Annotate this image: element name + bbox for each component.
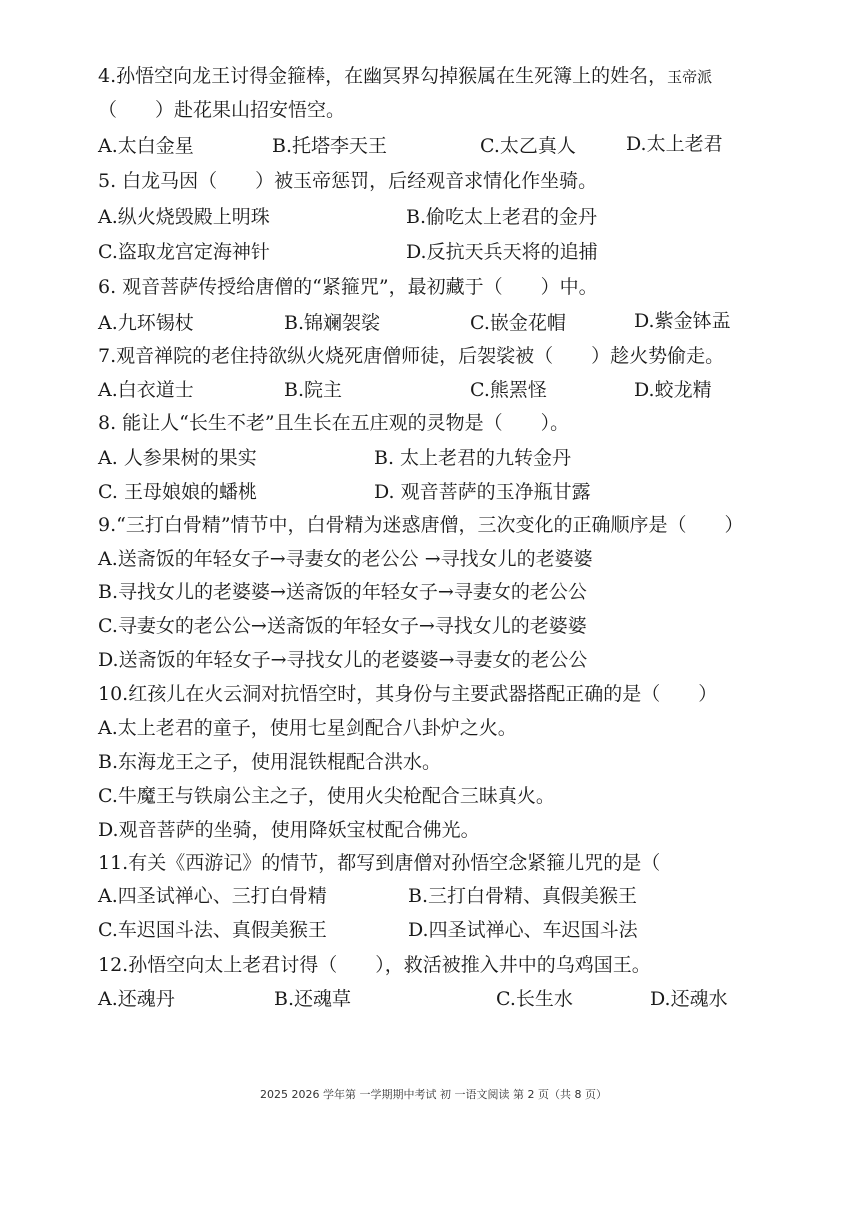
question-12-stem: 12.孙悟空向太上老君讨得（ ），救活被推入井中的乌鸡国王。: [98, 954, 651, 976]
question-10-option-d: D.观音菩萨的坐骑，使用降妖宝杖配合佛光。: [98, 819, 480, 841]
question-7-option-b: B.院主: [284, 379, 343, 401]
question-10-option-c: C.牛魔王与铁扇公主之子，使用火尖枪配合三昧真火。: [98, 785, 555, 807]
question-12-option-d: D.还魂水: [650, 988, 728, 1010]
question-10-option-b: B.东海龙王之子，使用混铁棍配合洪水。: [98, 751, 442, 773]
question-11-option-d: D.四圣试禅心、车迟国斗法: [408, 919, 638, 941]
question-8-stem: 8. 能让人“长生不老”且生长在五庄观的灵物是（ ）。: [98, 412, 570, 434]
question-8-option-b: B. 太上老君的九转金丹: [374, 447, 572, 469]
question-4-option-a: A.太白金星: [98, 135, 194, 157]
question-6-option-d: D.紫金钵盂: [634, 310, 731, 332]
question-5-option-b: B.偷吃太上老君的金丹: [406, 206, 598, 228]
question-5-stem: 5. 白龙马因（ ）被玉帝惩罚，后经观音求情化作坐骑。: [98, 170, 598, 192]
question-11-stem: 11.有关《西游记》的情节，都写到唐僧对孙悟空念紧箍儿咒的是（: [98, 852, 661, 874]
question-9-stem: 9.“三打白骨精”情节中，白骨精为迷惑唐僧，三次变化的正确顺序是（ ）: [98, 514, 744, 536]
question-7-option-a: A.白衣道士: [98, 379, 194, 401]
question-9-option-d: D.送斋饭的年轻女子→寻找女儿的老婆婆→寻妻女的老公公: [98, 649, 588, 671]
question-4-option-c: C.太乙真人: [480, 135, 576, 157]
question-4-stem-line-1: [98, 64, 712, 89]
question-11-option-b: B.三打白骨精、真假美猴王: [408, 885, 638, 907]
question-11-option-a: A.四圣试禅心、三打白骨精: [98, 885, 327, 907]
question-9-option-c: C.寻妻女的老公公→送斋饭的年轻女子→寻找女儿的老婆婆: [98, 615, 587, 637]
page-footer: 2025 2026 学年第 一学期期中考试 初 一语文阅读 第 2 页（共 8 页）: [260, 1088, 607, 1101]
question-10-option-a: A.太上老君的童子，使用七星剑配合八卦炉之火。: [98, 717, 517, 739]
question-6-option-c: C.嵌金花帽: [470, 312, 566, 334]
question-9-option-a: A.送斋饭的年轻女子→寻妻女的老公公 →寻找女儿的老婆婆: [98, 548, 593, 570]
question-7-option-c: C.熊罴怪: [470, 379, 547, 401]
question-11-option-c: C.车迟国斗法、真假美猴王: [98, 919, 327, 941]
question-7-option-d: D.蛟龙精: [634, 379, 712, 401]
question-5-option-a: A.纵火烧毁殿上明珠: [98, 206, 270, 228]
question-7-stem: 7.观音禅院的老住持欲纵火烧死唐僧师徒，后袈裟被（ ）趁火势偷走。: [98, 345, 725, 367]
question-4-stem-tail: 玉帝派: [667, 68, 713, 86]
question-12-option-c: C.长生水: [496, 988, 573, 1010]
question-8-option-d: D. 观音菩萨的玉净瓶甘露: [374, 481, 591, 503]
question-6-stem: 6. 观音菩萨传授给唐僧的“紧箍咒”，最初藏于（ ）中。: [98, 276, 598, 298]
question-6-option-b: B.锦斓袈裟: [284, 312, 381, 334]
question-10-stem: 10.红孩儿在火云洞对抗悟空时，其身份与主要武器搭配正确的是（ ）: [98, 683, 718, 705]
question-6-option-a: A.九环锡杖: [98, 312, 194, 334]
question-4-option-b: B.托塔李天王: [272, 135, 388, 157]
question-12-option-a: A.还魂丹: [98, 988, 175, 1010]
question-4-stem-line-2: （ ）赴花果山招安悟空。: [98, 99, 346, 121]
question-5-option-c: C.盗取龙宫定海神针: [98, 241, 270, 263]
question-8-option-a: A. 人参果树的果实: [98, 447, 257, 469]
question-8-option-c: C. 王母娘娘的蟠桃: [98, 481, 257, 503]
question-4-stem-text: 4.孙悟空向龙王讨得金箍棒，在幽冥界勾掉猴属在生死簿上的姓名，: [98, 65, 668, 87]
question-5-option-d: D.反抗天兵天将的追捕: [406, 241, 598, 263]
question-9-option-b: B.寻找女儿的老婆婆→送斋饭的年轻女子→寻妻女的老公公: [98, 581, 587, 603]
question-4-option-d: D.太上老君: [626, 133, 723, 155]
question-12-option-b: B.还魂草: [274, 988, 352, 1010]
